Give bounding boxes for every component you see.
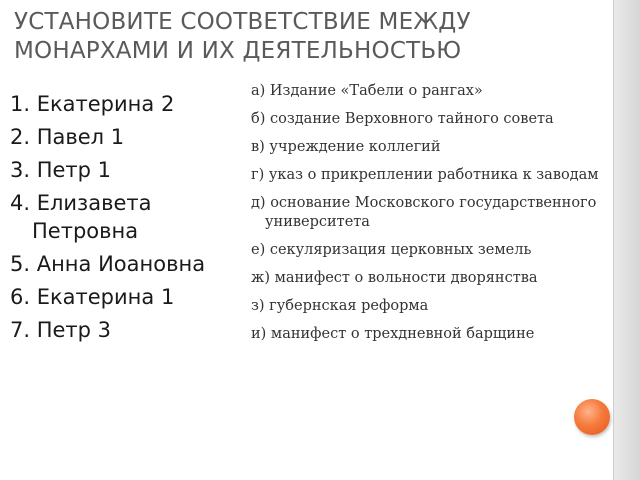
activity-item: е) секуляризация церковных земель: [251, 242, 532, 258]
monarch-item: 4. Елизавета Петровна: [10, 191, 152, 243]
activity-item: а) Издание «Табели о рангах»: [251, 83, 483, 99]
side-decoration-bar: [614, 0, 640, 480]
activity-item: д) основание Московского государственного университета: [251, 195, 597, 230]
title-line-2: МОНАРХАМИ И ИХ ДЕЯТЕЛЬНОСТЬЮ: [14, 38, 462, 64]
monarch-item: 3. Петр 1: [10, 158, 112, 182]
monarch-item: 7. Петр 3: [10, 318, 112, 342]
slide-title: [14, 8, 604, 66]
activity-item: г) указ о прикреплении работника к заводам: [251, 167, 599, 183]
monarch-item: 1. Екатерина 2: [10, 92, 175, 116]
activity-item: з) губернская реформа: [251, 298, 429, 314]
activity-list: [251, 82, 601, 353]
next-slide-button[interactable]: [574, 399, 610, 435]
activity-item: и) манифест о трехдневной барщине: [251, 326, 535, 342]
monarch-item: 2. Павел 1: [10, 125, 125, 149]
monarch-list: [10, 90, 232, 349]
activity-item: б) создание Верховного тайного совета: [251, 111, 554, 127]
title-line-1: УСТАНОВИТЕ СООТВЕТСТВИЕ МЕЖДУ: [14, 9, 471, 35]
monarch-item: 5. Анна Иоановна: [10, 252, 206, 276]
activity-item: в) учреждение коллегий: [251, 139, 441, 155]
activity-item: ж) манифест о вольности дворянства: [251, 270, 538, 286]
monarch-item: 6. Екатерина 1: [10, 285, 175, 309]
